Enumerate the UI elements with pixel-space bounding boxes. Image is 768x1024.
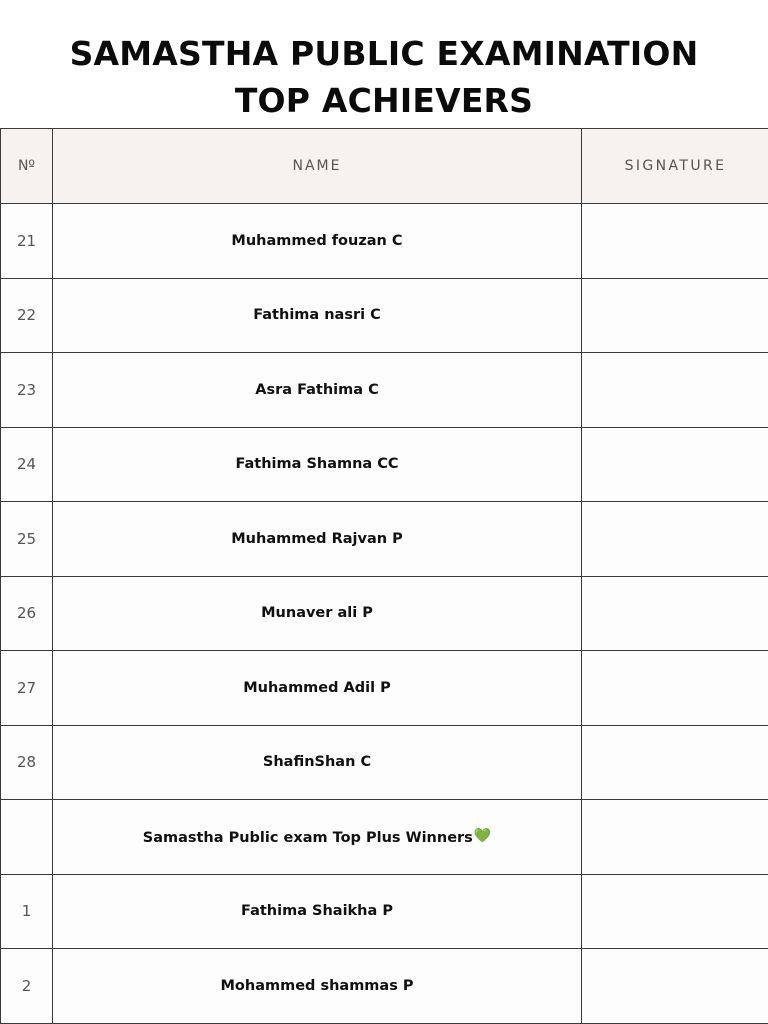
row-number: 23 (1, 353, 53, 428)
row-number: 1 (1, 874, 53, 949)
green-heart-icon: 💚 (473, 827, 492, 844)
title-line-2: TOP ACHIEVERS (234, 81, 534, 120)
row-number: 25 (1, 502, 53, 577)
section-heading-label: Samastha Public exam Top Plus Winners (142, 829, 473, 846)
row-name: Muhammed Adil P (53, 651, 582, 726)
table-row (1, 204, 768, 279)
achievers-table (0, 128, 768, 1024)
column-header-signature: SIGNATURE (582, 129, 768, 204)
row-number: 26 (1, 576, 53, 651)
column-header-number: Nº (1, 129, 53, 204)
table-row (1, 576, 768, 651)
row-name: Asra Fathima C (53, 353, 582, 428)
table-row (1, 949, 768, 1024)
row-signature (582, 874, 768, 949)
column-header-name: NAME (53, 129, 582, 204)
row-name: Munaver ali P (53, 576, 582, 651)
row-signature (582, 502, 768, 577)
section-heading-row (1, 800, 768, 875)
table-row (1, 651, 768, 726)
row-name: Fathima Shamna CC (53, 427, 582, 502)
table-row (1, 502, 768, 577)
row-number: 28 (1, 725, 53, 800)
section-heading (53, 800, 582, 875)
row-signature (582, 278, 768, 353)
row-number: 2 (1, 949, 53, 1024)
table-row (1, 874, 768, 949)
row-name: Fathima nasri C (53, 278, 582, 353)
table-header-row (1, 129, 768, 204)
row-number: 22 (1, 278, 53, 353)
row-name: Muhammed fouzan C (53, 204, 582, 279)
row-name: Muhammed Rajvan P (53, 502, 582, 577)
row-signature (582, 204, 768, 279)
row-signature (582, 427, 768, 502)
row-signature (582, 353, 768, 428)
row-number: 24 (1, 427, 53, 502)
row-number (1, 800, 53, 875)
row-name: ShafinShan C (53, 725, 582, 800)
row-number: 27 (1, 651, 53, 726)
row-signature (582, 949, 768, 1024)
row-signature (582, 800, 768, 875)
row-number: 21 (1, 204, 53, 279)
row-name: Fathima Shaikha P (53, 874, 582, 949)
table-row (1, 278, 768, 353)
table-row (1, 725, 768, 800)
row-signature (582, 651, 768, 726)
row-signature (582, 576, 768, 651)
table-row (1, 427, 768, 502)
document-title (0, 30, 768, 124)
title-line-1: SAMASTHA PUBLIC EXAMINATION (69, 34, 699, 73)
row-name: Mohammed shammas P (53, 949, 582, 1024)
table-row (1, 353, 768, 428)
row-signature (582, 725, 768, 800)
